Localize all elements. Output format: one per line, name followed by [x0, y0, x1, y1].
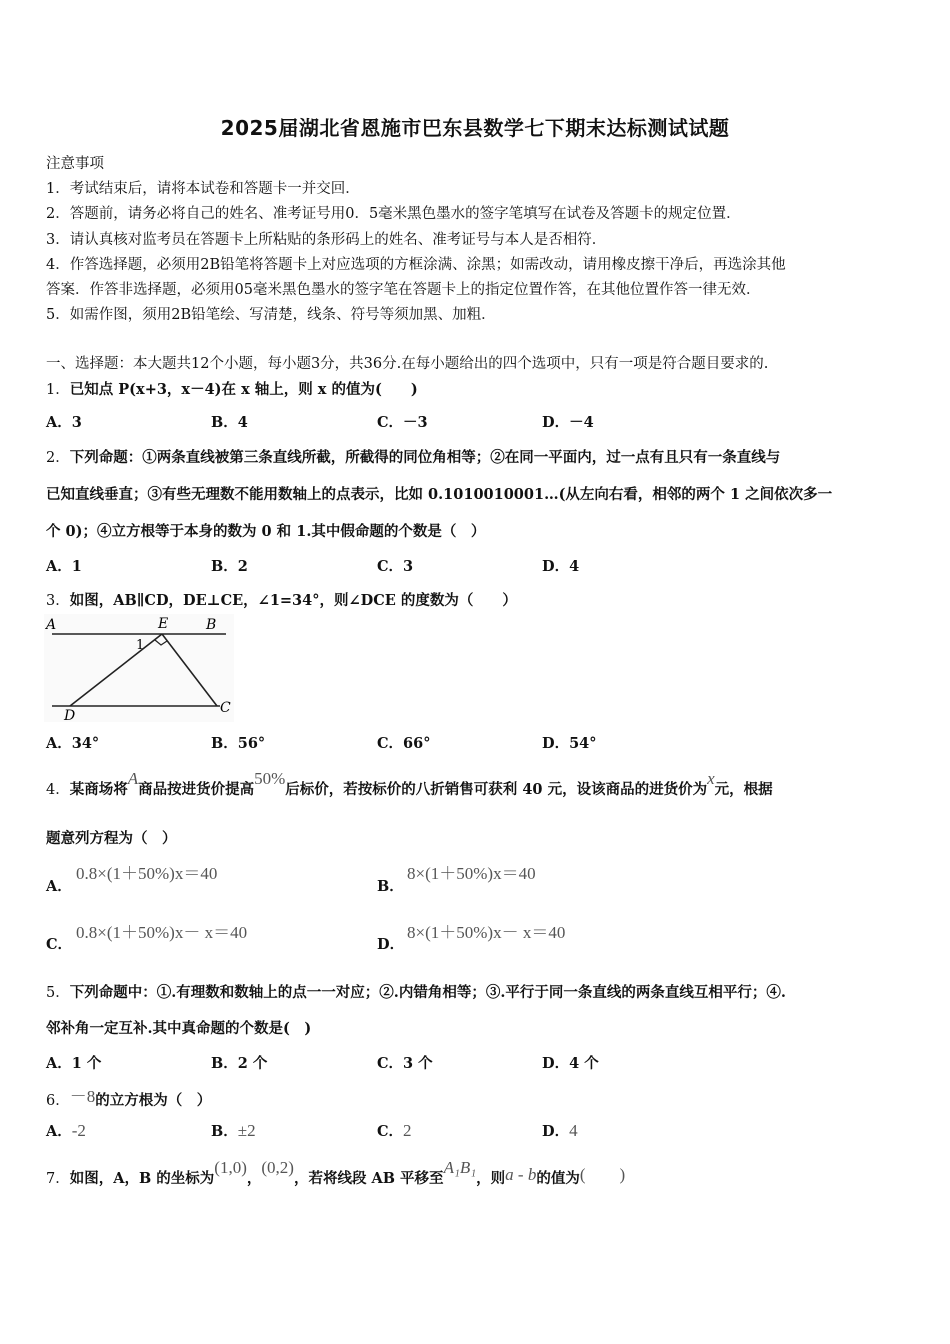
q6-option-d-label: D．	[542, 1123, 570, 1140]
notice-item-1: 1．考试结束后，请将本试卷和答题卡一并交回．	[46, 181, 360, 197]
question-4-text-4: 元，根据	[714, 781, 773, 798]
notice-item-5: 5．如需作图，须用2B铅笔绘、写清楚，线条、符号等须加黑、加粗．	[46, 307, 496, 323]
q7-answer-paren: ( )	[579, 1165, 626, 1184]
label-e: E	[158, 616, 169, 632]
q4-percent: 50%	[254, 769, 286, 788]
q7-coord-b: (0,2)	[261, 1158, 294, 1177]
question-6-number: 6．	[46, 1093, 70, 1109]
question-1	[46, 378, 418, 399]
question-4-text-2: 商品按进货价提高	[138, 781, 255, 798]
q3-option-a: A．34°	[46, 735, 100, 752]
section-header: 一、选择题：本大题共12个小题，每小题3分，共36分.在每小题给出的四个选项中，只有一项是符合题目要求的.	[46, 356, 769, 372]
question-5-line-1	[46, 981, 786, 1002]
question-2-text-1: 下列命题：①两条直线被第三条直线所截，所截得的同位角相等；②在同一平面内，过一点有且只有一条直线与	[69, 449, 781, 466]
question-4-number: 4．	[46, 782, 70, 798]
q1-option-d: D．－4	[542, 414, 594, 431]
q6-option-d	[542, 1120, 578, 1141]
q3-geometry-figure	[44, 614, 234, 722]
q4-option-d-equation: 8×(1＋50%)x－ x＝40	[407, 923, 566, 942]
q4-option-c-label: C．	[46, 936, 73, 953]
notice-item-4: 4．作答选择题，必须用2B铅笔将答题卡上对应选项的方框涂满、涂黑；如需改动，请用橡皮擦干净后，再选涂其他	[46, 257, 786, 273]
q6-option-b	[211, 1120, 256, 1141]
label-d: D	[64, 708, 76, 722]
q3-option-c: C．66°	[377, 735, 431, 752]
question-5-line-2: 邻补角一定互补.其中真命题的个数是( )	[46, 1020, 312, 1037]
question-6-text: 的立方根为（ ）	[95, 1092, 212, 1109]
q4-option-a-label: A．	[46, 878, 72, 895]
question-4-line-2: 题意列方程为（ ）	[46, 830, 177, 847]
question-5-text-1: 下列命题中：①.有理数和数轴上的点一一对应；②.内错角相等；③.平行于同一条直线的两条直线互相平行；④.	[69, 984, 786, 1001]
question-7-text-2: ，若将线段 AB 平移至	[293, 1170, 444, 1187]
q6-expression: －8	[69, 1087, 96, 1106]
question-3	[46, 589, 517, 610]
notice-item-2: 2．答题前，请务必将自己的姓名、准考证号用0．5毫米黑色墨水的签字笔填写在试卷及答题卡的规定位置．	[46, 206, 741, 222]
label-b: B	[206, 617, 217, 633]
question-7-text-4: 的值为	[536, 1170, 580, 1187]
q5-option-d: D．4 个	[542, 1055, 599, 1072]
notice-item-4-cont: 答案．作答非选择题，必须用05毫米黑色墨水的签字笔在答题卡上的指定位置作答，在其他位置作答一律无效．	[46, 282, 761, 298]
q4-option-b-label: B．	[377, 878, 404, 895]
q6-option-a	[46, 1120, 86, 1141]
question-7-text-1: 如图，A，B 的坐标为	[69, 1170, 215, 1187]
q6-option-b-label: B．	[211, 1123, 238, 1140]
q2-option-b: B．2	[211, 558, 248, 575]
question-7-separator: ，	[246, 1170, 262, 1187]
label-c: C	[220, 700, 231, 716]
q4-option-c-equation: 0.8×(1＋50%)x－ x＝40	[76, 923, 248, 942]
q6-option-b-value: ±2	[237, 1121, 256, 1140]
q1-option-c: C．－3	[377, 414, 428, 431]
q5-option-c: C．3 个	[377, 1055, 433, 1072]
q4-option-b-equation: 8×(1＋50%)x＝40	[407, 864, 536, 883]
q6-option-c-value: 2	[403, 1121, 412, 1140]
question-4-line-1	[46, 769, 773, 799]
q2-option-d: D．4	[542, 558, 580, 575]
question-2-line-1	[46, 446, 780, 467]
notice-item-3: 3．请认真核对监考员在答题卡上所粘贴的条形码上的姓名、准考证号与本人是否相符．	[46, 232, 607, 248]
q6-option-c	[377, 1120, 412, 1141]
question-7-text-3: ，则	[476, 1170, 506, 1187]
question-4-text-1: 某商场将	[69, 781, 128, 798]
q6-option-a-value: -2	[71, 1121, 86, 1140]
q4-var-x: x	[707, 769, 715, 788]
question-7-number: 7．	[46, 1171, 70, 1187]
q5-option-b: B．2 个	[211, 1055, 268, 1072]
question-6	[46, 1085, 211, 1110]
question-4-text-3: 后标价，若按标价的八折销售可获利 40 元，设该商品的进货价为	[285, 781, 708, 798]
question-7	[46, 1158, 626, 1188]
question-1-text: 已知点 P(x+3，x－4)在 x 轴上，则 x 的值为( )	[69, 381, 418, 398]
label-a: A	[46, 617, 57, 633]
q3-option-b: B．56°	[211, 735, 266, 752]
q4-option-d-label: D．	[377, 936, 405, 953]
q1-option-b: B．4	[211, 414, 248, 431]
notice-heading: 注意事项	[46, 156, 104, 172]
q2-option-c: C．3	[377, 558, 414, 575]
question-5-number: 5．	[46, 985, 70, 1001]
q7-expression: a - b	[505, 1165, 537, 1184]
q2-option-a: A．1	[46, 558, 82, 575]
q5-option-a: A．1 个	[46, 1055, 102, 1072]
q6-option-c-label: C．	[377, 1123, 404, 1140]
q4-option-a-equation: 0.8×(1＋50%)x＝40	[76, 864, 218, 883]
question-2-line-2: 已知直线垂直；③有些无理数不能用数轴上的点表示，比如 0.1010010001…(从左向右看，相邻的两个 1 之间依次多一	[46, 486, 833, 503]
q6-option-a-label: A．	[46, 1123, 72, 1140]
exam-title: 2025届湖北省恩施市巴东县数学七下期末达标测试试题	[220, 116, 730, 140]
q1-option-a: A．3	[46, 414, 82, 431]
question-2-number: 2．	[46, 450, 70, 466]
q6-option-d-value: 4	[569, 1121, 578, 1140]
q4-var-a: A	[127, 769, 139, 788]
q3-option-d: D．54°	[542, 735, 597, 752]
question-3-text: 如图，AB∥CD，DE⊥CE，∠1=34°，则∠DCE 的度数为（ ）	[69, 592, 517, 609]
question-1-number: 1．	[46, 382, 70, 398]
label-angle-1: 1	[136, 638, 145, 653]
q7-segment: A₁B₁	[443, 1158, 477, 1177]
q7-coord-a: (1,0)	[214, 1158, 247, 1177]
question-2-line-3: 个 0)；④立方根等于本身的数为 0 和 1.其中假命题的个数是（ ）	[46, 523, 486, 540]
question-3-number: 3．	[46, 593, 70, 609]
